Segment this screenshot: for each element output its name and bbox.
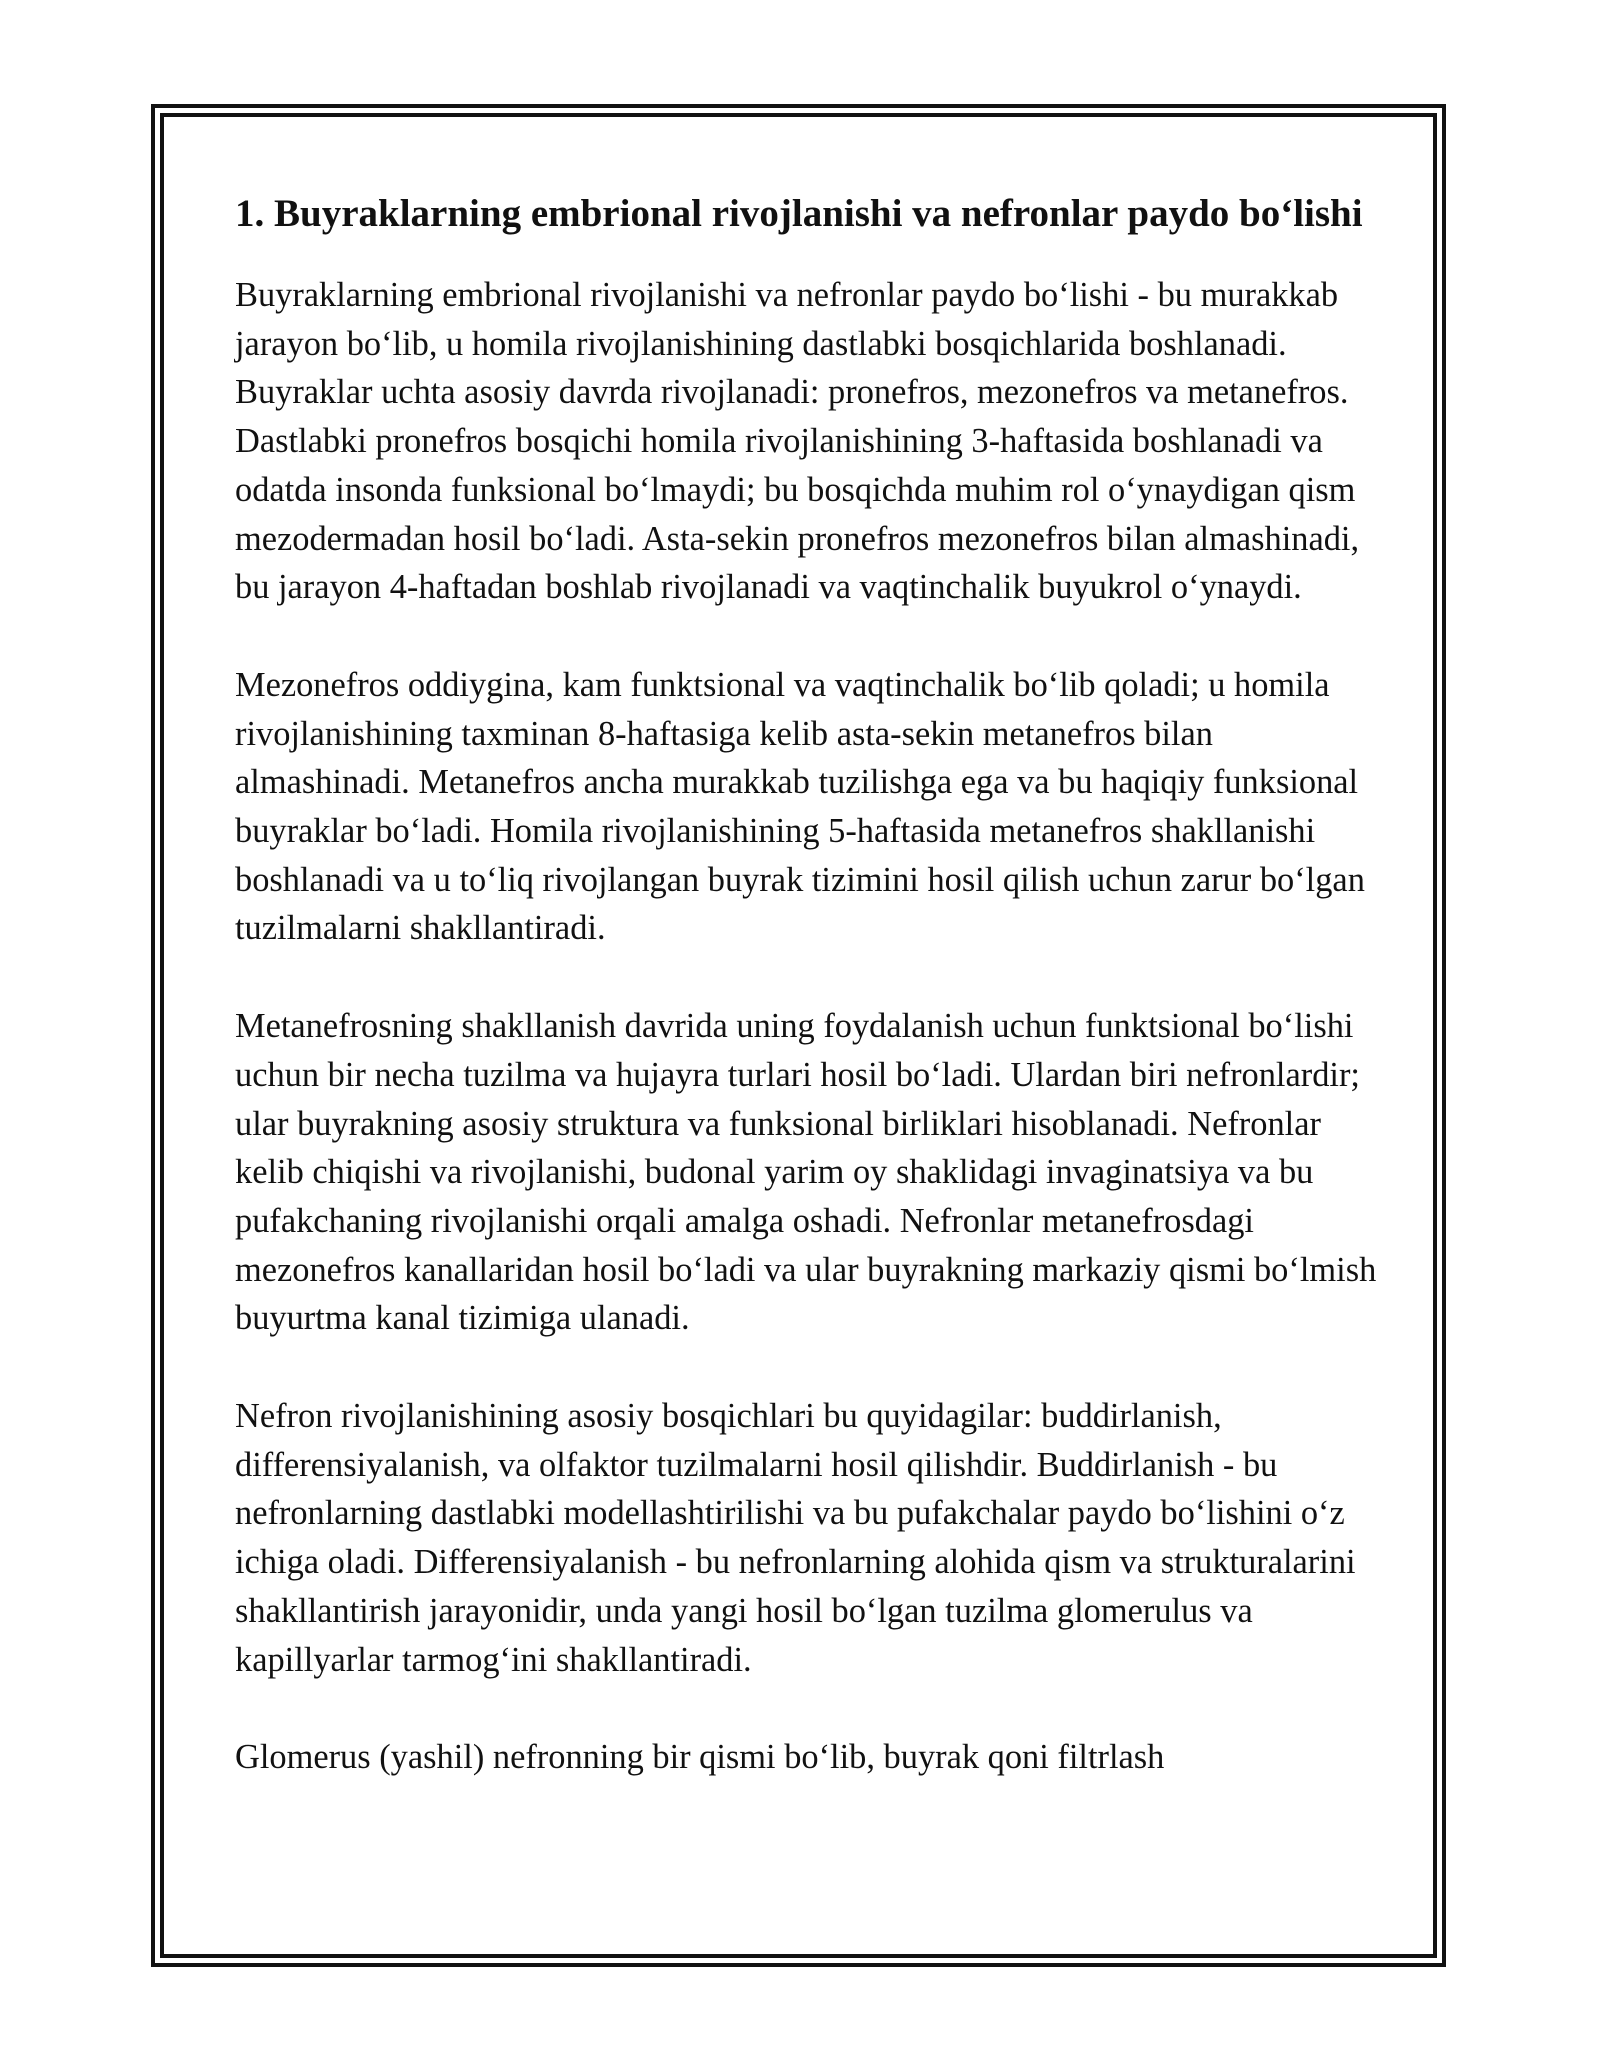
paragraph-4: Nefron rivojlanishining asosiy bosqichlari bu quyidagilar: buddirlanish, differensiyalanish, va olfaktor tuzilmalarni hosil qilishdir. Buddirlanish - bu nefronlarning dastlabki modellashtirilishi va bu pufakchalar paydo bo‘lishini o‘z ichiga oladi. Differensiyalanish - bu nefronlarning alohida qism va strukturalarini shakllantirish jarayonidir, unda yangi hosil bo‘lgan tuzilma glomerulus va kapillyarlar tarmog‘ini shakllantiradi. [235,1397,1356,1679]
paragraph-1: Buyraklarning embrional rivojlanishi va nefronlar paydo bo‘lishi - bu murakkab jarayon bo‘lib, u homila rivojlanishining dastlabki bosqichlarida boshlanadi. Buyraklar uchta asosiy davrda rivojlanadi: pronefros, mezonefros va metanefros. Dastlabki pronefros bosqichi homila rivojlanishining 3-haftasida boshlanadi va odatda insonda funksional bo‘lmaydi; bu bosqichda muhim rol o‘ynaydigan qism mezodermadan hosil bo‘ladi. Asta-sekin pronefros mezonefros bilan almashinadi, bu jarayon 4-haftadan boshlab rivojlanadi va vaqtinchalik buyukrol o‘ynaydi. [235,276,1360,607]
paragraph-3: Metanefrosning shakllanish davrida uning foydalanish uchun funktsional bo‘lishi uchun bir necha tuzilma va hujayra turlari hosil bo‘ladi. Ulardan biri nefronlardir; ular buyrakning asosiy struktura va funksional birliklari hisoblanadi. Nefronlar kelib chiqishi va rivojlanishi, budonal yarim oy shaklidagi invaginatsiya va bu pufakchaning rivojlanishi orqali amalga oshadi. Nefronlar metanefrosdagi mezonefros kanallaridan hosil bo‘ladi va ular buyrakning markaziy qismi bo‘lmish buyurtma kanal tizimiga ulanadi. [235,1007,1377,1338]
paragraph-2: Mezonefros oddiygina, kam funktsional va vaqtinchalik bo‘lib qoladi; u homila rivojlanishining taxminan 8-haftasiga kelib asta-sekin metanefros bilan almashinadi. Metanefros ancha murakkab tuzilishga ega va bu haqiqiy funksional buyraklar bo‘ladi. Homila rivojlanishining 5-haftasida metanefros shakllanishi boshlanadi va u to‘liq rivojlangan buyrak tizimini hosil qilish uchun zarur bo‘lgan tuzilmalarni shakllantiradi. [235,665,1365,948]
document-title: 1. Buyraklarning embrional rivojlanishi va nefronlar paydo bo‘lishi [235,192,1363,235]
paragraph-5: Glomerus (yashil) nefronning bir qismi bo‘lib, buyrak qoni filtrlash [235,1738,1165,1777]
document-body [235,186,1385,1782]
